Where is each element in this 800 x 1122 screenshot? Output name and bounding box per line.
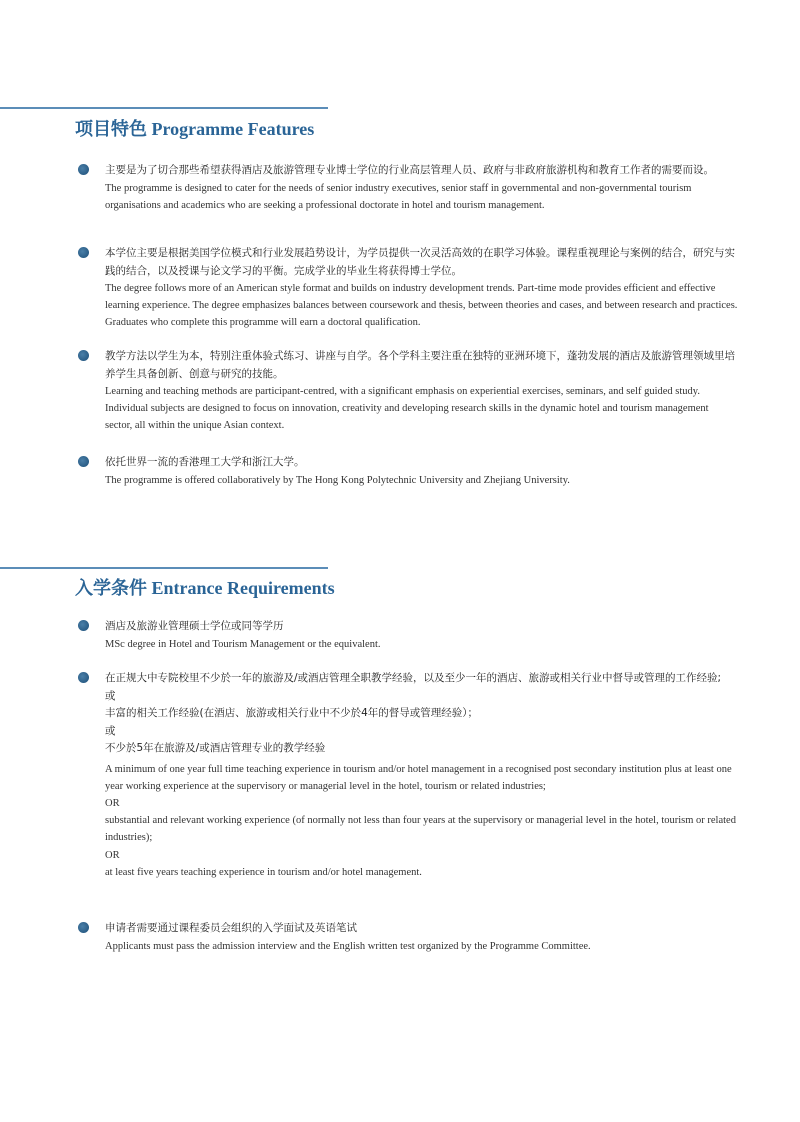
requirement-en: substantial and relevant working experience (of normally not less than four years at the supervisory or managerial level in the hotel, tourism or related industries); <box>105 815 736 844</box>
bullet-icon <box>78 620 89 631</box>
programme-features-heading: 项目特色 Programme Features <box>75 119 315 139</box>
bullet-icon <box>78 164 89 175</box>
requirement-cn: 丰富的相关工作经验(在酒店、旅游或相关行业中不少於4年的督导或管理经验）； <box>105 707 479 719</box>
feature-cn: 主要是为了切合那些希望获得酒店及旅游管理专业博士学位的行业高层管理人员、政府与非政府旅游机构和教育工作者的需要而设。 <box>105 164 714 176</box>
requirement-item <box>78 618 738 653</box>
requirement-en: at least five years teaching experience in tourism and/or hotel management. <box>105 866 422 878</box>
requirement-item <box>78 920 738 955</box>
requirement-cn: 在正规大中专院校里不少於一年的旅游及/或酒店管理全职教学经验，以及至少一年的酒店、旅游或相关行业中督导或管理的工作经验; <box>105 672 722 684</box>
feature-cn: 本学位主要是根据美国学位模式和行业发展趋势设计，为学员提供一次灵活高效的在职学习体验。课程重视理论与案例的结合，研究与实践的结合，以及授课与论文学习的平衡。完成学业的毕业生将获得博士学位。 <box>105 247 735 277</box>
section-divider <box>0 107 328 109</box>
feature-en: Learning and teaching methods are participant-centred, with a significant emphasis on experiential exercises, seminars, and self guided study. Individual subjects are designed to focus on innovation, creativity and developing research skills in the dynamic hotel and tourism management sector, all within the unique Asian context. <box>105 386 709 432</box>
bullet-icon <box>78 672 89 683</box>
feature-en: The programme is designed to cater for the needs of senior industry executives, senior staff in governmental and non-governmental tourism organisations and academics who are seeking a professional doctorate in hotel and tourism management. <box>105 182 692 211</box>
requirement-cn: 申请者需要通过课程委员会组织的入学面试及英语笔试 <box>105 922 357 934</box>
feature-item <box>78 245 738 332</box>
section-divider <box>0 567 328 569</box>
feature-en: The degree follows more of an American style format and builds on industry development trends. Part-time mode provides efficient and effective learning experience. The degree emphasizes balances between coursework and thesis, between theories and cases, and between research and practices. Graduates who complete this programme will earn a doctoral qualification. <box>105 283 738 329</box>
requirement-en: Applicants must pass the admission interview and the English written test organized by the Programme Committee. <box>105 940 591 952</box>
requirement-en: A minimum of one year full time teaching experience in tourism and/or hotel management in a recognised post secondary institution plus at least one year working experience at the supervisory or managerial level in the hotel, tourism or related industries; <box>105 763 732 792</box>
requirement-cn: 不少於5年在旅游及/或酒店管理专业的教学经验 <box>105 742 326 754</box>
or-label: OR <box>105 849 120 861</box>
feature-item <box>78 348 738 435</box>
feature-cn: 依托世界一流的香港理工大学和浙江大学。 <box>105 456 305 468</box>
requirement-cn: 酒店及旅游业管理硕士学位或同等学历 <box>105 620 284 632</box>
bullet-icon <box>78 456 89 467</box>
or-label: OR <box>105 797 120 809</box>
bullet-icon <box>78 247 89 258</box>
or-label: 或 <box>105 724 116 737</box>
entrance-requirements-heading: 入学条件 Entrance Requirements <box>75 578 335 598</box>
bullet-icon <box>78 922 89 933</box>
requirement-en: MSc degree in Hotel and Tourism Management or the equivalent. <box>105 638 381 650</box>
or-label: 或 <box>105 689 116 702</box>
feature-cn: 教学方法以学生为本，特别注重体验式练习、讲座与自学。各个学科主要注重在独特的亚洲环境下，蓬勃发展的酒店及旅游管理领域里培养学生具备创新、创意与研究的技能。 <box>105 350 735 380</box>
feature-item <box>78 454 738 489</box>
feature-item <box>78 162 738 214</box>
requirement-item <box>78 670 738 881</box>
bullet-icon <box>78 350 89 361</box>
feature-en: The programme is offered collaboratively by The Hong Kong Polytechnic University and Zhejiang University. <box>105 474 570 486</box>
